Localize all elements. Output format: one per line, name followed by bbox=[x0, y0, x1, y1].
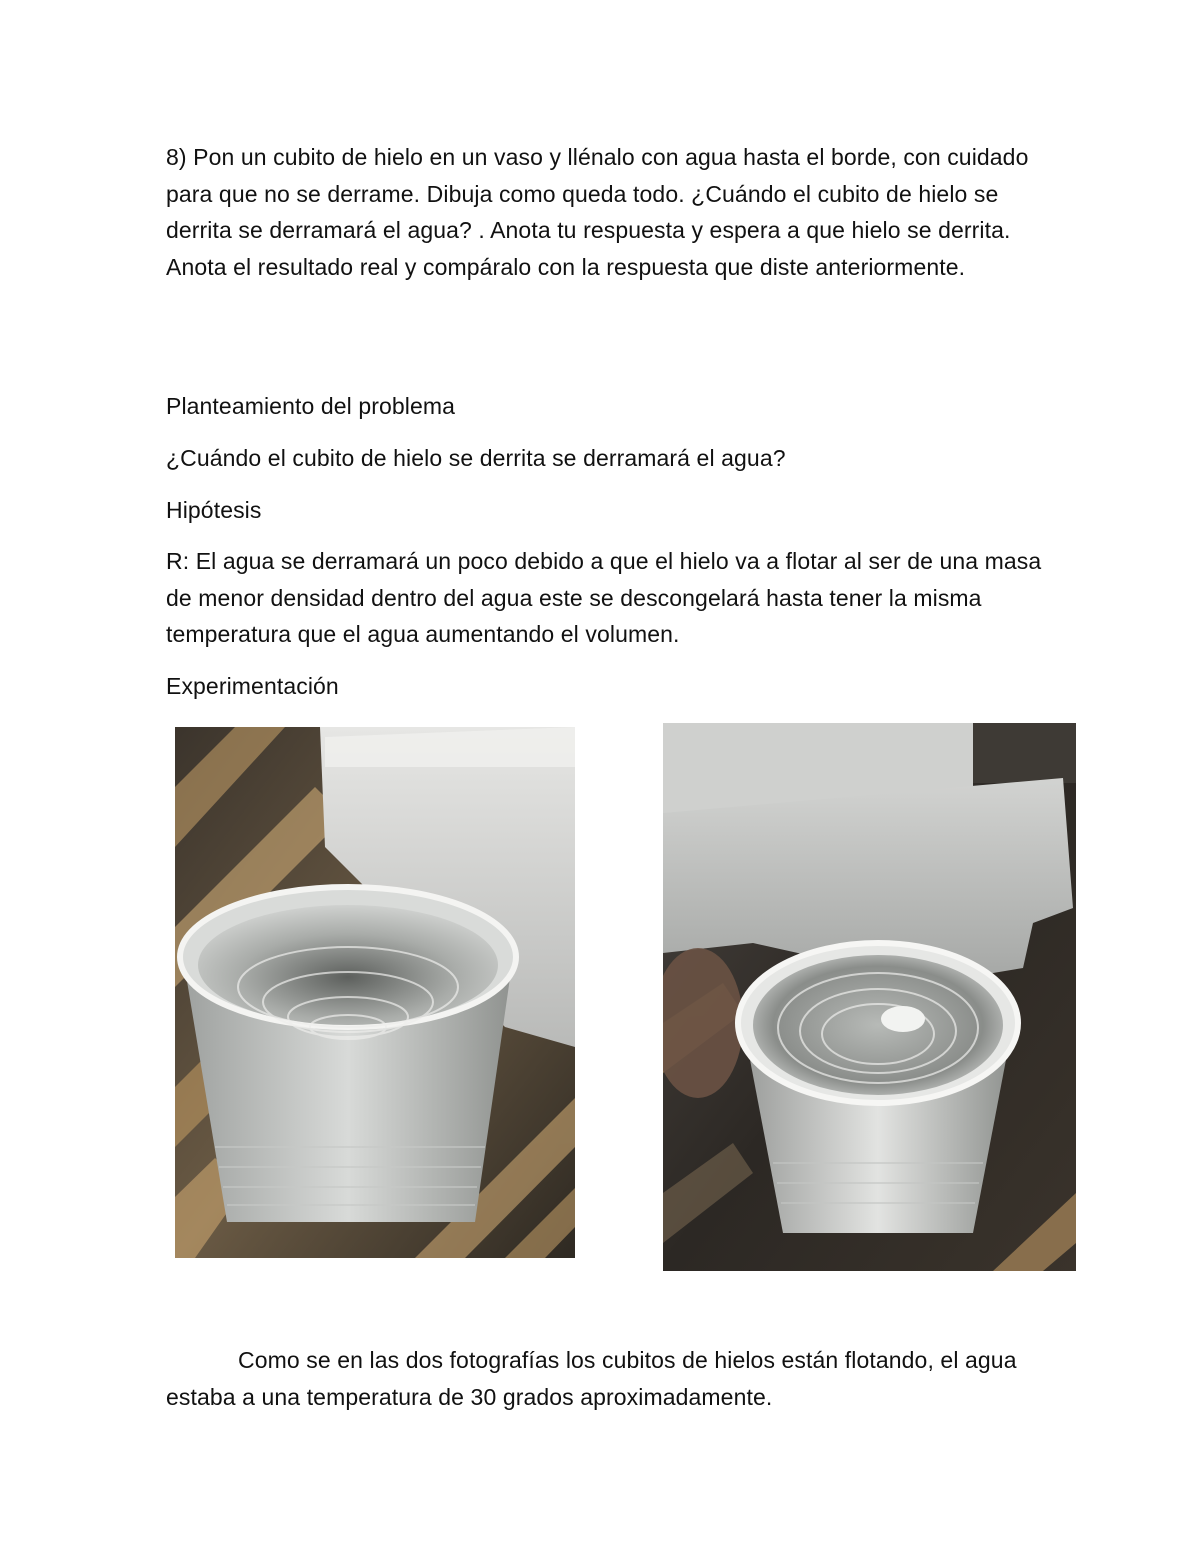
experiment-photo-right bbox=[663, 723, 1076, 1271]
conclusion-text: Como se en las dos fotografías los cubitos de hielos están flotando, el agua estaba a una temperatura de 30 grados aproximadamente. bbox=[166, 1347, 1017, 1410]
problem-question: ¿Cuándo el cubito de hielo se derrita se derramará el agua? bbox=[166, 445, 786, 471]
problem-heading: Planteamiento del problema bbox=[166, 393, 455, 419]
experiment-heading: Experimentación bbox=[166, 673, 339, 699]
question-text: 8) Pon un cubito de hielo en un vaso y llénalo con agua hasta el borde, con cuidado para que no se derrame. Dibuja como queda todo. ¿Cuándo el cubito de hielo se derrita se derramará el agua? . Anota tu respuesta y espera a que hielo se derrita. Anota el resultado real y compáralo con la respuesta que diste anteriormente. bbox=[166, 144, 1029, 280]
experiment-photo-left bbox=[175, 727, 575, 1258]
hypothesis-heading: Hipótesis bbox=[166, 497, 262, 523]
hypothesis-answer: R: El agua se derramará un poco debido a que el hielo va a flotar al ser de una masa de menor densidad dentro del agua este se descongelará hasta tener la misma temperatura que el agua aumentando el volumen. bbox=[166, 548, 1042, 647]
